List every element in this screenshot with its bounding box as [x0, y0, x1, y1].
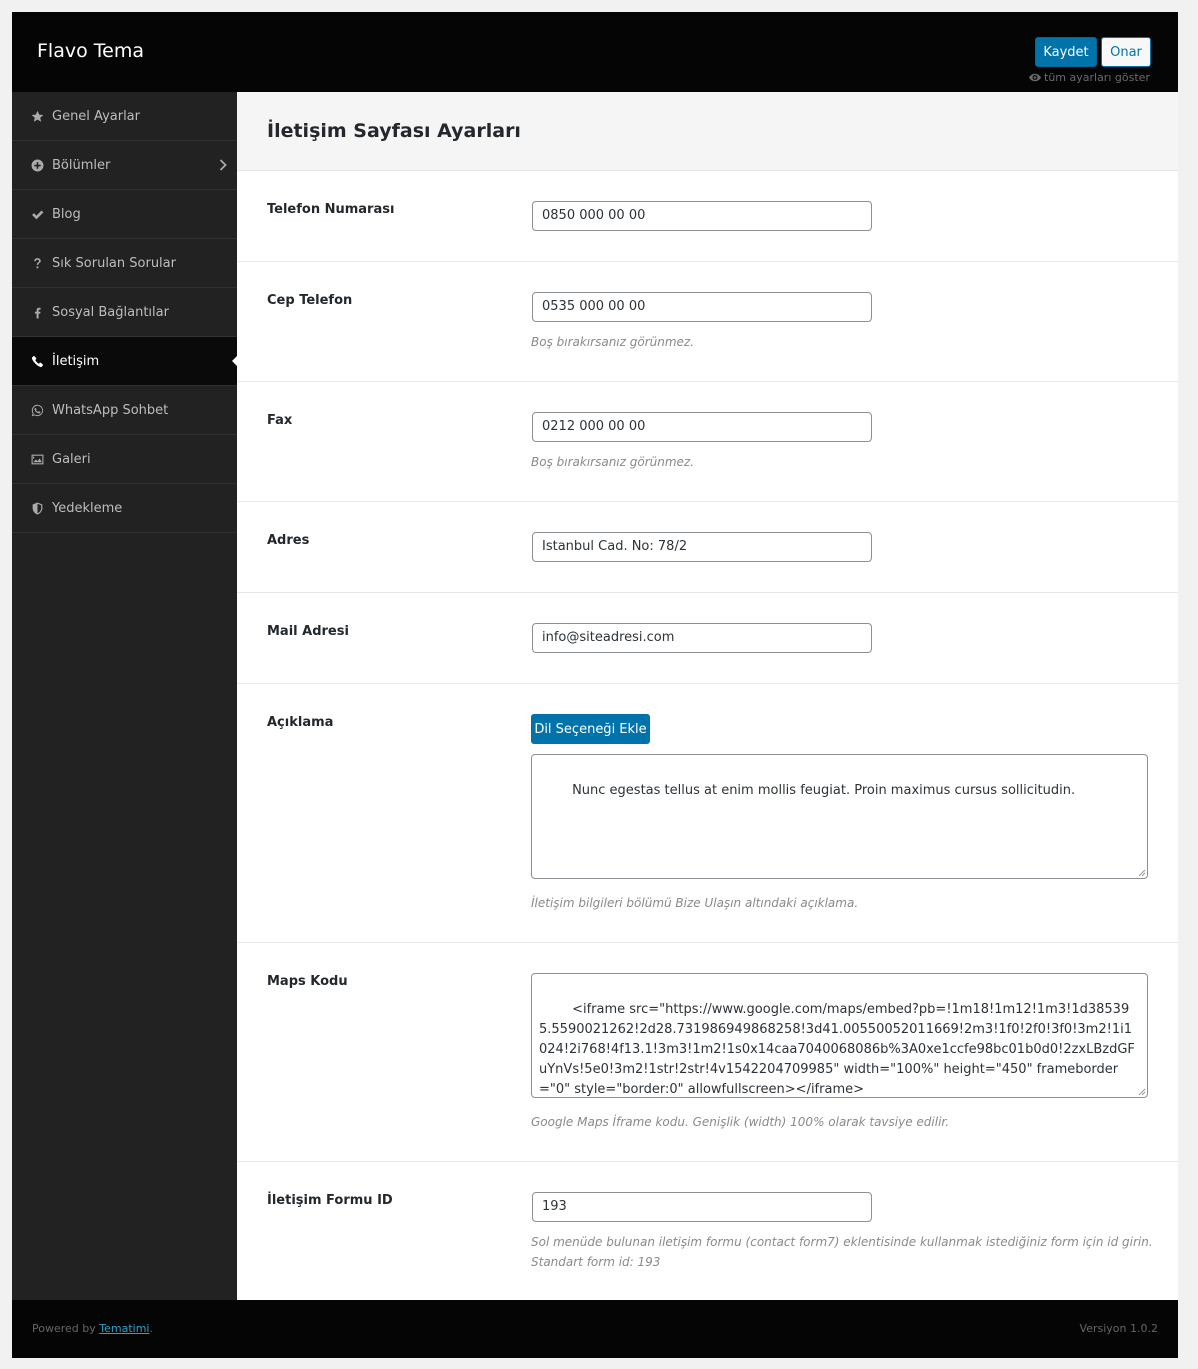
field-row-maps [237, 943, 1178, 1162]
powered-by-link[interactable]: Tematimi [99, 1322, 150, 1335]
brand-title: Flavo Tema [37, 40, 144, 62]
form-id-hint-default: Standart form id: 193 [531, 1255, 661, 1269]
main-content [237, 92, 1178, 1300]
form-id-input[interactable]: 193 [532, 1192, 872, 1222]
whatsapp-icon [30, 403, 44, 417]
plus-circle-icon [30, 158, 44, 172]
field-row-mobile [237, 262, 1178, 382]
field-row-fax [237, 382, 1178, 502]
field-row-phone [237, 171, 1178, 262]
phone-input[interactable]: 0850 000 00 00 [532, 201, 872, 231]
eye-icon [1029, 73, 1041, 82]
resize-handle-icon[interactable] [1137, 1087, 1146, 1096]
form-id-label: İletişim Formu ID [267, 1193, 393, 1208]
sidebar-item-label: Galeri [52, 451, 91, 467]
facebook-icon [30, 305, 44, 319]
field-row-email [237, 593, 1178, 684]
powered-by [32, 1322, 153, 1335]
star-icon [30, 109, 44, 123]
fax-label: Fax [267, 413, 293, 428]
sidebar-item-label: Bölümler [52, 157, 111, 173]
top-bar [12, 12, 1178, 92]
sidebar-item-label: Blog [52, 206, 81, 222]
sidebar-item-yedekleme[interactable] [12, 484, 237, 533]
reset-button[interactable]: Onar [1101, 37, 1151, 67]
page-title: İletişim Sayfası Ayarları [267, 120, 521, 142]
resize-handle-icon[interactable] [1137, 868, 1146, 877]
email-label: Mail Adresi [267, 624, 349, 639]
sidebar-item-iletisim[interactable] [12, 337, 237, 386]
page-header [237, 92, 1178, 171]
mobile-hint: Boş bırakırsanız görünmez. [531, 335, 695, 349]
field-row-form-id [237, 1162, 1178, 1300]
field-row-address [237, 502, 1178, 593]
check-icon [30, 207, 44, 221]
chevron-right-icon [219, 159, 227, 171]
powered-by-suffix: . [149, 1322, 153, 1335]
mobile-input[interactable]: 0535 000 00 00 [532, 292, 872, 322]
maps-textarea[interactable] [531, 973, 1148, 1098]
field-row-description [237, 684, 1178, 943]
sidebar-item-sss[interactable] [12, 239, 237, 288]
question-icon [30, 256, 44, 270]
shield-icon [30, 501, 44, 515]
save-button[interactable]: Kaydet [1035, 37, 1097, 67]
address-label: Adres [267, 533, 310, 548]
sidebar-item-label: Yedekleme [52, 500, 123, 516]
fax-input[interactable]: 0212 000 00 00 [532, 412, 872, 442]
image-icon [30, 452, 44, 466]
mobile-label: Cep Telefon [267, 293, 353, 308]
description-text: Nunc egestas tellus at enim mollis feugiat. Proin maximus cursus sollicitudin. [572, 783, 1076, 798]
sidebar-item-label: İletişim [52, 353, 100, 369]
phone-icon [30, 354, 44, 368]
sidebar-item-genel-ayarlar[interactable] [12, 92, 237, 141]
sidebar-item-label: WhatsApp Sohbet [52, 402, 169, 418]
footer [12, 1300, 1178, 1358]
maps-code-text: <iframe src="https://www.google.com/maps/embed?pb=!1m18!1m12!1m3!1d385395.5590021262!2d28.731986949868258!3d41.00550052011669!2m3!1f0!2f0!3f0!3m2!1i1024!2i768!4f13.1!3m3!1m2!1s0x14caa7040068086b%3A0xe1ccfe98bc01b0d0!2zxLBzdGFuYnVs!5e0!3m2!1str!2str!4v1542204709985" width="100%" height="450" frameborder="0" style="border:0" allowfullscreen></iframe> [539, 1002, 1135, 1097]
maps-label: Maps Kodu [267, 974, 348, 989]
version-label: Versiyon 1.0.2 [1079, 1322, 1158, 1335]
form-id-hint: Sol menüde bulunan iletişim formu (contact form7) eklentisinde kullanmak istediğiniz form için id girin. [531, 1235, 1153, 1249]
powered-by-prefix: Powered by [32, 1322, 100, 1335]
fax-hint: Boş bırakırsanız görünmez. [531, 455, 695, 469]
maps-hint: Google Maps İframe kodu. Genişlik (width) 100% olarak tavsiye edilir. [531, 1115, 950, 1129]
sidebar-item-bolumler[interactable] [12, 141, 237, 190]
sidebar-item-sosyal[interactable] [12, 288, 237, 337]
sidebar-item-whatsapp[interactable] [12, 386, 237, 435]
sidebar-item-label: Genel Ayarlar [52, 108, 140, 124]
sidebar-item-label: Sosyal Bağlantılar [52, 304, 169, 320]
description-hint: İletişim bilgileri bölümü Bize Ulaşın altındaki açıklama. [531, 896, 859, 910]
add-language-button[interactable]: Dil Seçeneği Ekle [531, 714, 650, 744]
sidebar-item-galeri[interactable] [12, 435, 237, 484]
description-textarea[interactable] [531, 754, 1148, 879]
sidebar-item-blog[interactable] [12, 190, 237, 239]
show-all-label: tüm ayarları göster [1044, 71, 1150, 84]
phone-label: Telefon Numarası [267, 202, 395, 217]
sidebar-item-label: Sık Sorulan Sorular [52, 255, 176, 271]
description-label: Açıklama [267, 715, 334, 730]
address-input[interactable]: Istanbul Cad. No: 78/2 [532, 532, 872, 562]
sidebar [12, 92, 237, 1300]
app-frame [12, 12, 1178, 1358]
show-all-settings-link[interactable] [1029, 71, 1150, 84]
email-input[interactable]: info@siteadresi.com [532, 623, 872, 653]
